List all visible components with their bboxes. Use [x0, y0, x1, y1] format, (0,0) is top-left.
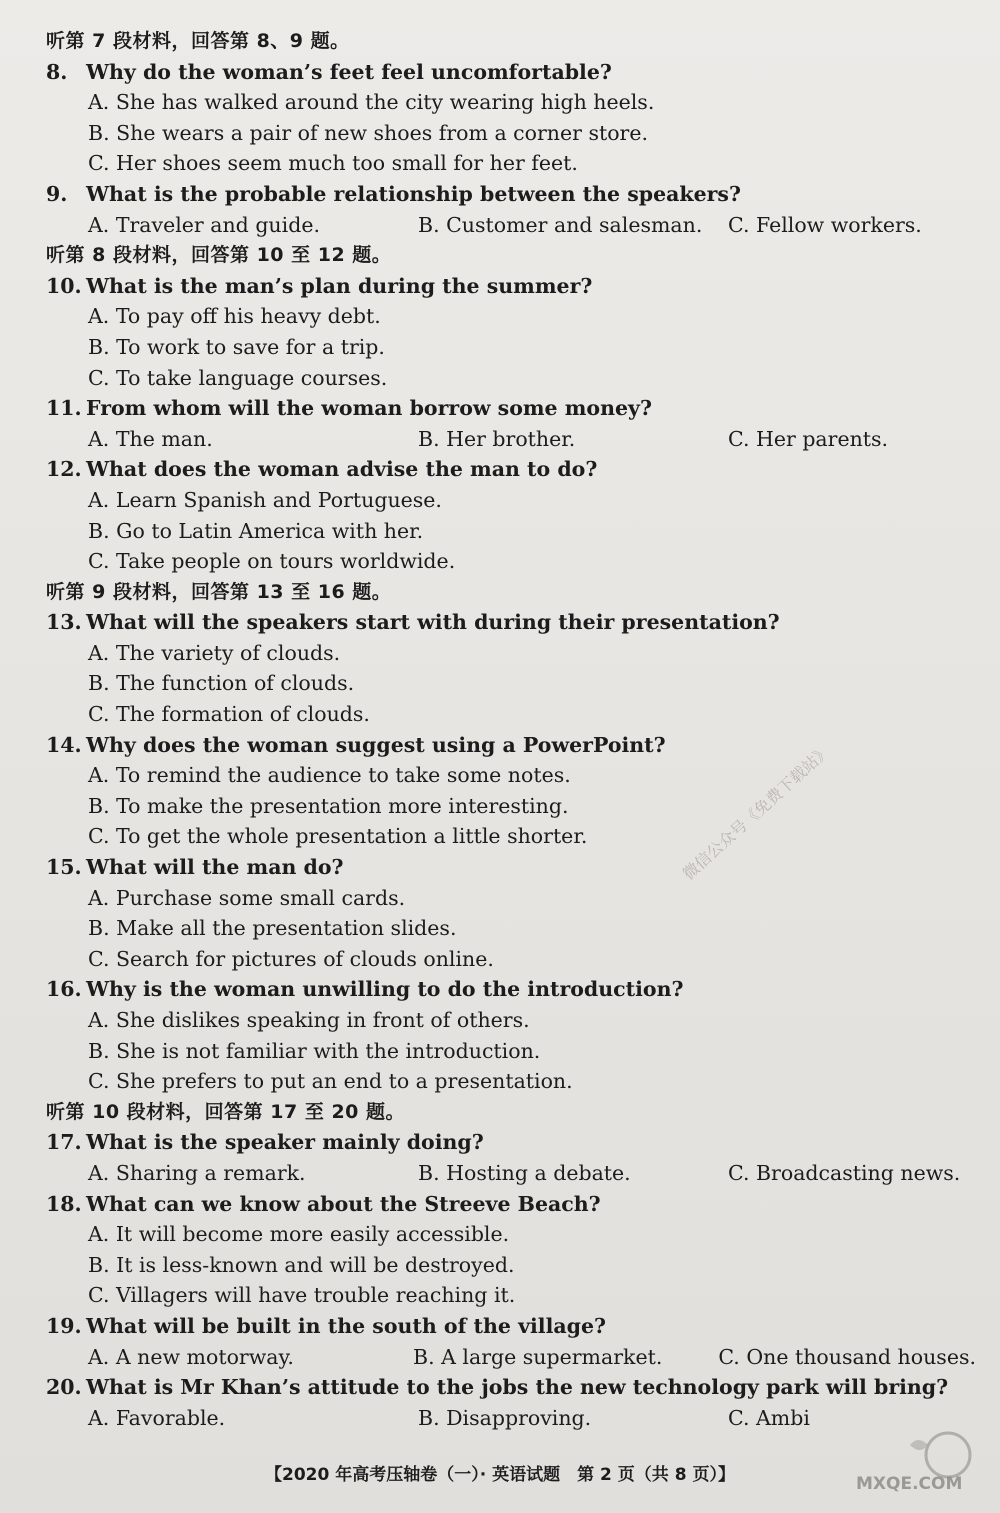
option-13a: A. The variety of clouds. — [88, 640, 341, 665]
option-12c: C. Take people on tours worldwide. — [88, 549, 456, 574]
question-number: 16. — [46, 977, 82, 1002]
question-text: Why is the woman unwilling to do the introduction? — [86, 977, 684, 1002]
option-13c: C. The formation of clouds. — [88, 702, 370, 727]
question-16 — [46, 974, 976, 1005]
option-19c: C. One thousand houses. — [718, 1344, 976, 1369]
question-text: From whom will the woman borrow some money? — [86, 396, 652, 421]
option-11c: C. Her parents. — [728, 426, 889, 451]
question-10 — [46, 271, 976, 302]
option-9c: C. Fellow workers. — [728, 212, 922, 237]
option-18a: A. It will become more easily accessible. — [88, 1222, 510, 1247]
option-19a: A. A new motorway. — [88, 1344, 294, 1369]
question-text: What will the speakers start with during their presentation? — [86, 610, 780, 635]
wechat-watermark: 微信公众号《免费下载站》 — [678, 740, 835, 884]
question-number: 12. — [46, 457, 82, 482]
option-17b: B. Hosting a debate. — [418, 1160, 631, 1185]
page-footer: 【2020 年高考压轴卷（一）· 英语试题 第 2 页（共 8 页）】 — [265, 1465, 735, 1485]
question-number: 19. — [46, 1313, 82, 1338]
question-9 — [46, 179, 976, 210]
option-18b: B. It is less-known and will be destroyed. — [88, 1252, 515, 1277]
question-18 — [46, 1189, 976, 1220]
question-text: What is the man’s plan during the summer? — [86, 273, 593, 298]
option-10b: B. To work to save for a trip. — [88, 334, 385, 359]
option-15a: A. Purchase some small cards. — [88, 885, 406, 910]
option-12a: A. Learn Spanish and Portuguese. — [88, 487, 442, 512]
question-text: What does the woman advise the man to do? — [86, 457, 598, 482]
option-11b: B. Her brother. — [418, 426, 576, 451]
question-11 — [46, 393, 976, 424]
question-text: What is the probable relationship between the speakers? — [86, 181, 741, 206]
question-text: What can we know about the Streeve Beach? — [86, 1191, 601, 1216]
option-10c: C. To take language courses. — [88, 365, 388, 390]
question-12 — [46, 454, 976, 485]
question-17 — [46, 1127, 976, 1158]
option-9b: B. Customer and salesman. — [418, 212, 703, 237]
option-8c: C. Her shoes seem much too small for her feet. — [88, 151, 578, 176]
option-18c: C. Villagers will have trouble reaching it. — [88, 1283, 516, 1308]
option-16b: B. She is not familiar with the introduction. — [88, 1038, 541, 1063]
logo-stamp-icon — [850, 1427, 980, 1497]
section-heading-7: 听第 7 段材料，回答第 8、9 题。 — [46, 30, 350, 52]
exam-content — [46, 26, 976, 1433]
options-20 — [46, 1403, 976, 1434]
question-text: What will be built in the south of the village? — [86, 1313, 607, 1338]
question-number: 13. — [46, 610, 82, 635]
question-19 — [46, 1311, 976, 1342]
option-17a: A. Sharing a remark. — [88, 1160, 306, 1185]
question-number: 11. — [46, 396, 82, 421]
question-text: What is Mr Khan’s attitude to the jobs the new technology park will bring? — [86, 1375, 949, 1400]
question-text: What is the speaker mainly doing? — [86, 1130, 484, 1155]
question-number: 10. — [46, 273, 82, 298]
question-text: Why does the woman suggest using a PowerPoint? — [86, 732, 666, 757]
option-14c: C. To get the whole presentation a little shorter. — [88, 824, 588, 849]
question-number: 8. — [46, 59, 68, 84]
option-9a: A. Traveler and guide. — [88, 212, 320, 237]
option-13b: B. The function of clouds. — [88, 671, 355, 696]
options-11 — [46, 424, 976, 455]
question-8 — [46, 57, 976, 88]
options-19 — [46, 1342, 976, 1373]
option-8b: B. She wears a pair of new shoes from a corner store. — [88, 120, 649, 145]
question-text: Why do the woman’s feet feel uncomfortable? — [86, 59, 612, 84]
option-16a: A. She dislikes speaking in front of others. — [88, 1008, 530, 1032]
question-text: What will the man do? — [86, 855, 344, 880]
option-17c: C. Broadcasting news. — [728, 1160, 961, 1185]
options-9 — [46, 210, 976, 241]
section-heading-10: 听第 10 段材料，回答第 17 至 20 题。 — [46, 1100, 406, 1123]
logo-text: MXQE.COM — [856, 1474, 963, 1494]
option-10a: A. To pay off his heavy debt. — [88, 304, 381, 329]
question-15 — [46, 852, 976, 883]
question-number: 18. — [46, 1191, 82, 1216]
section-heading-8: 听第 8 段材料，回答第 10 至 12 题。 — [46, 244, 392, 267]
options-17 — [46, 1158, 976, 1189]
question-20 — [46, 1372, 976, 1403]
option-14a: A. To remind the audience to take some notes. — [88, 763, 571, 788]
option-15b: B. Make all the presentation slides. — [88, 916, 457, 941]
option-14b: B. To make the presentation more interesting. — [88, 793, 569, 818]
option-20c: C. Ambi — [728, 1405, 810, 1430]
question-14 — [46, 730, 976, 761]
question-number: 17. — [46, 1130, 82, 1155]
option-11a: A. The man. — [88, 426, 213, 451]
site-logo — [850, 1427, 980, 1497]
option-20b: B. Disapproving. — [418, 1405, 592, 1430]
question-13 — [46, 607, 976, 638]
question-number: 20. — [46, 1375, 82, 1400]
option-16c: C. She prefers to put an end to a presentation. — [88, 1069, 573, 1094]
question-number: 15. — [46, 855, 82, 880]
option-12b: B. Go to Latin America with her. — [88, 518, 424, 543]
option-20a: A. Favorable. — [88, 1405, 226, 1430]
question-number: 9. — [46, 181, 68, 206]
question-number: 14. — [46, 732, 82, 757]
option-15c: C. Search for pictures of clouds online. — [88, 946, 494, 971]
option-8a: A. She has walked around the city wearing high heels. — [88, 90, 655, 115]
section-heading-9: 听第 9 段材料，回答第 13 至 16 题。 — [46, 580, 392, 603]
option-19b: B. A large supermarket. — [413, 1344, 663, 1369]
